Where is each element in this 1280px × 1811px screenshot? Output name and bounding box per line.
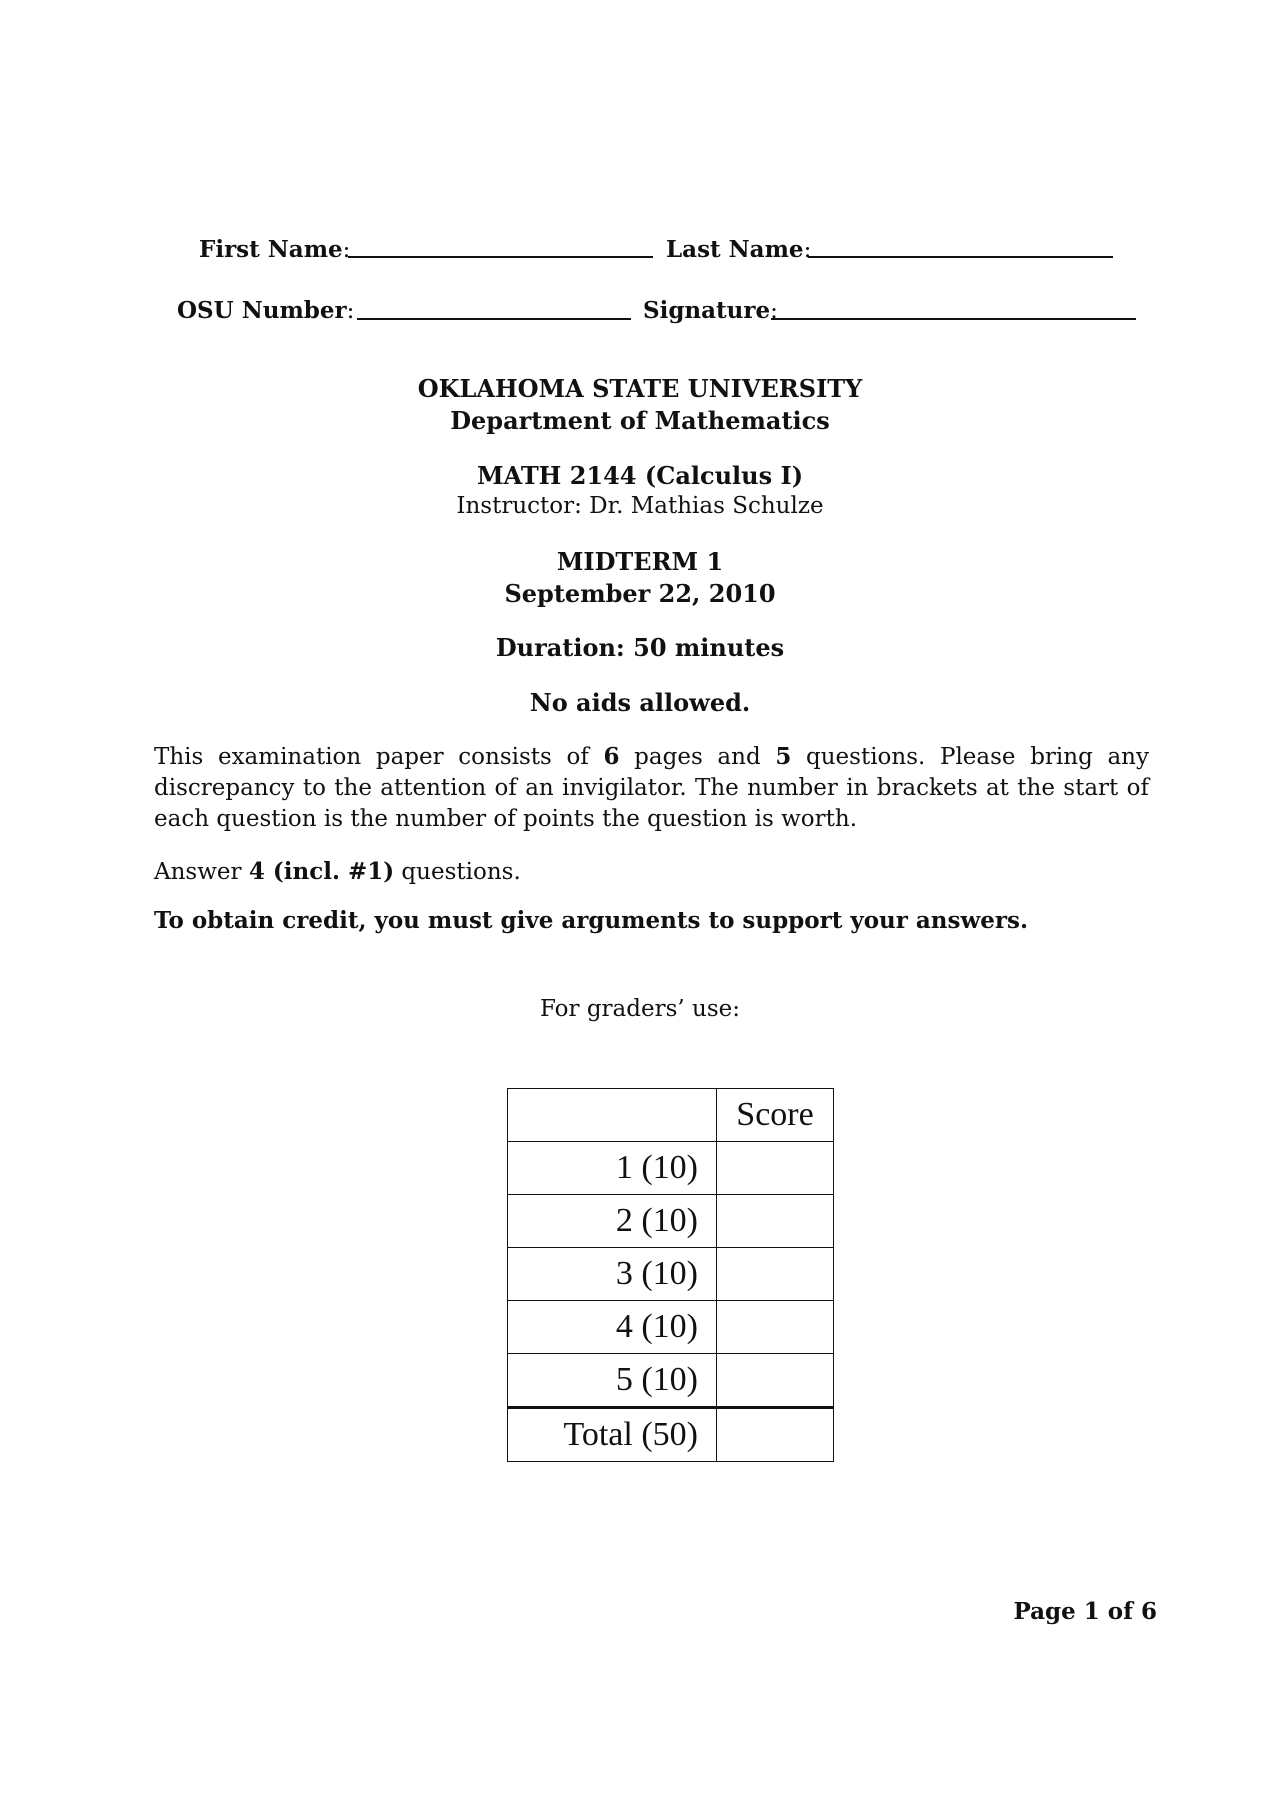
credit-notice: To obtain credit, you must give arguments to support your answers. xyxy=(154,907,1028,934)
total-score-cell[interactable] xyxy=(717,1408,834,1462)
osu-number-label-text: OSU Number xyxy=(177,297,347,324)
score-cell[interactable] xyxy=(717,1142,834,1195)
answer-instruction xyxy=(154,856,1149,888)
score-header-row xyxy=(508,1089,834,1142)
university-name: OKLAHOMA STATE UNIVERSITY xyxy=(417,374,863,403)
colon: : xyxy=(803,237,812,263)
table-row xyxy=(508,1354,834,1408)
answer-text: questions. xyxy=(394,859,521,885)
answer-count: 4 (incl. #1) xyxy=(248,858,395,885)
first-name-field[interactable] xyxy=(348,256,653,258)
table-row xyxy=(508,1248,834,1301)
table-row xyxy=(508,1301,834,1354)
signature-field[interactable] xyxy=(771,318,1136,320)
instructions-text: This examination paper consists of xyxy=(154,744,604,770)
score-cell[interactable] xyxy=(717,1301,834,1354)
question-label: 5 (10) xyxy=(508,1354,717,1408)
score-cell[interactable] xyxy=(717,1248,834,1301)
question-label: 2 (10) xyxy=(508,1195,717,1248)
question-label: 4 (10) xyxy=(508,1301,717,1354)
exam-date: September 22, 2010 xyxy=(504,579,776,608)
table-row xyxy=(508,1195,834,1248)
exam-title: MIDTERM 1 xyxy=(556,547,724,576)
answer-text: Answer xyxy=(154,859,249,885)
page-number: Page 1 of 6 xyxy=(1013,1598,1157,1625)
department-name: Department of Mathematics xyxy=(450,406,830,435)
signature-label xyxy=(643,297,778,324)
question-label: 3 (10) xyxy=(508,1248,717,1301)
last-name-label xyxy=(666,236,811,263)
score-cell[interactable] xyxy=(717,1195,834,1248)
colon: : xyxy=(342,237,351,263)
total-row xyxy=(508,1408,834,1462)
question-count: 5 xyxy=(775,743,792,770)
last-name-field[interactable] xyxy=(808,256,1113,258)
colon: : xyxy=(770,298,778,324)
score-table xyxy=(507,1088,834,1462)
exam-instructions xyxy=(154,741,1149,835)
question-header-cell xyxy=(508,1089,717,1142)
first-name-label-text: First Name xyxy=(199,236,343,263)
exam-duration: Duration: 50 minutes xyxy=(495,633,785,662)
table-row xyxy=(508,1142,834,1195)
question-label: 1 (10) xyxy=(508,1142,717,1195)
osu-number-field[interactable] xyxy=(357,318,631,320)
total-label: Total (50) xyxy=(508,1408,717,1462)
first-name-label xyxy=(199,236,350,263)
instructor: Instructor: Dr. Mathias Schulze xyxy=(456,493,824,519)
page-count: 6 xyxy=(603,743,620,770)
colon: : xyxy=(346,298,355,324)
aids-notice: No aids allowed. xyxy=(529,688,751,717)
last-name-label-text: Last Name xyxy=(666,236,804,263)
score-cell[interactable] xyxy=(717,1354,834,1408)
signature-label-text: Signature xyxy=(643,297,771,324)
course-title: MATH 2144 (Calculus I) xyxy=(476,461,804,490)
instructions-text: pages and xyxy=(619,744,776,770)
graders-label: For graders’ use: xyxy=(539,996,740,1022)
score-header: Score xyxy=(717,1089,834,1142)
instructions-text: questions. Please bring any discrepancy to the attention of an invigilator. The number in brackets at the start of each question is the number of points the question is worth. xyxy=(154,744,1149,832)
osu-number-label xyxy=(177,297,354,324)
